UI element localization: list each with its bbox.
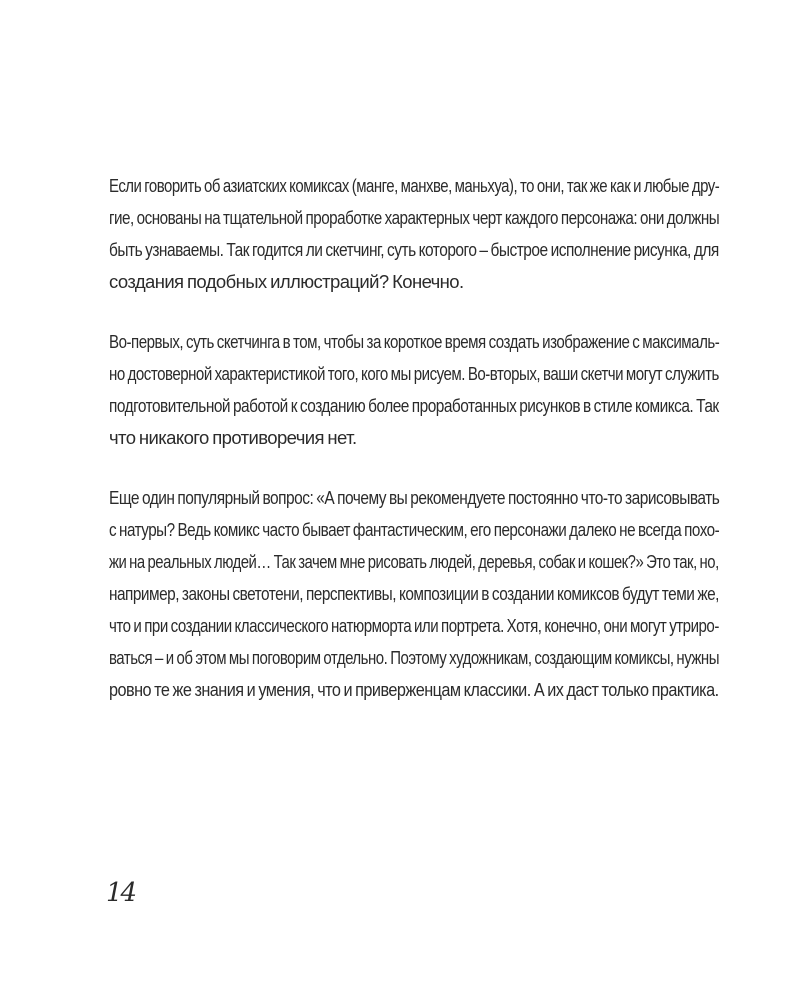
body-text bbox=[109, 170, 719, 734]
text-line: создания подобных иллюстраций? Конечно. bbox=[109, 271, 464, 292]
paragraph-1 bbox=[109, 170, 719, 298]
text-line: Во-первых, суть скетчинга в том, чтобы за короткое время создать изображение с максималь- bbox=[109, 331, 720, 352]
text-line: гие, основаны на тщательной проработке характерных черт каждого персонажа: они должны bbox=[109, 207, 720, 228]
text-line: ровно те же знания и умения, что и приверженцам классики. А их даст только практика. bbox=[109, 679, 719, 700]
text-line: например, законы светотени, перспективы, композиции в создании комиксов будут теми же, bbox=[109, 583, 719, 604]
text-line: Если говорить об азиатских комиксах (манге, манхве, маньхуа), то они, так же как и любые дру- bbox=[109, 175, 720, 196]
text-line: подготовительной работой к созданию более проработанных рисунков в стиле комикса. Так bbox=[109, 395, 719, 416]
paragraph-2 bbox=[109, 326, 719, 454]
text-line: что и при создании классического натюрморта или портрета. Хотя, конечно, они могут утриро- bbox=[109, 615, 719, 636]
text-line: что никакого противоречия нет. bbox=[109, 427, 357, 448]
paragraph-3 bbox=[109, 482, 719, 706]
text-line: быть узнаваемы. Так годится ли скетчинг, суть которого – быстрое исполнение рисунка, для bbox=[109, 239, 719, 260]
text-line: Еще один популярный вопрос: «А почему вы рекомендуете постоянно что-то зарисовывать bbox=[109, 487, 720, 508]
page-number: 14 bbox=[106, 878, 136, 908]
text-line: с натуры? Ведь комикс часто бывает фантастическим, его персонажи далеко не всегда похо- bbox=[109, 519, 720, 540]
text-line: но достоверной характеристикой того, кого мы рисуем. Во-вторых, ваши скетчи могут служить bbox=[109, 363, 719, 384]
text-line: ваться – и об этом мы поговорим отдельно. Поэтому художникам, создающим комиксы, нужны bbox=[109, 647, 720, 668]
text-line: жи на реальных людей… Так зачем мне рисовать людей, деревья, собак и кошек?» Это так, но, bbox=[109, 551, 719, 572]
